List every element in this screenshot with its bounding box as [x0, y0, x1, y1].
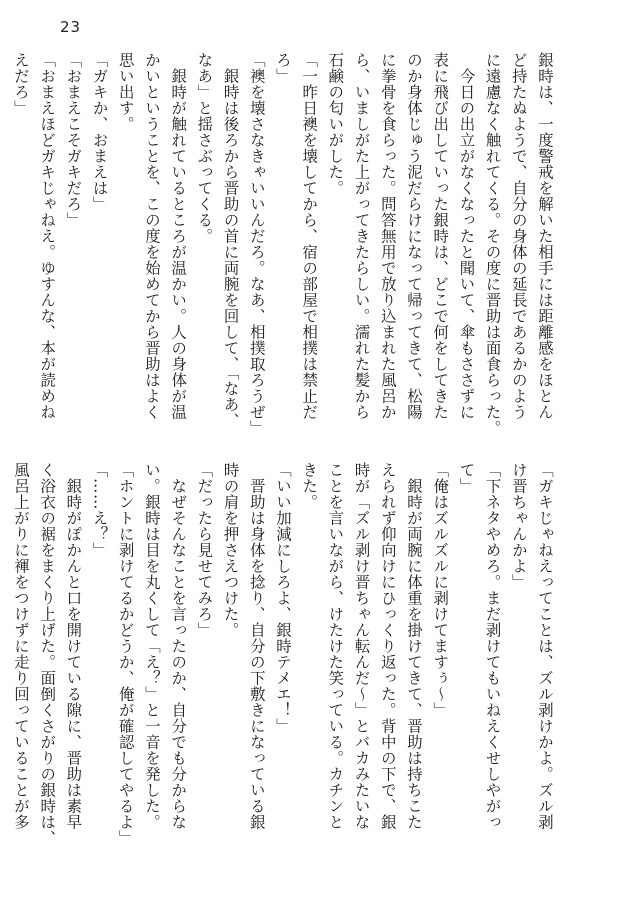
text-line: 「だったら見せてみろ」 — [195, 462, 214, 638]
bottom-vertical-text — [8, 462, 558, 872]
text-line: 「俺はズルズルに剥けてますぅ〜」 — [431, 462, 450, 718]
text-line: 「ガキか、おまえは」 — [90, 52, 109, 212]
text-line: のか身体じゅう泥だらけになって帰ってきて、松陽 — [404, 52, 423, 420]
text-line: 石鹸の匂いがした。 — [326, 52, 345, 196]
text-line: 今日の出立がなくなったと聞いて、傘もささずに — [457, 52, 476, 420]
text-line: 銀時が両腕に体重を掛けてきて、晋助は持ちこた — [404, 462, 423, 830]
text-line: きた。 — [300, 462, 319, 510]
text-line: ろ」 — [273, 52, 292, 84]
text-line: 「下ネタやめろ。まだ剥けてもいねえくせしやがっ — [483, 462, 502, 830]
text-line: ことを言いながら、けたけた笑っている。カチンと — [326, 462, 345, 830]
text-line: に拳骨を食らった。問答無用で放り込まれた風呂か — [378, 52, 397, 420]
text-line: 「おまえこそガキだろ」 — [64, 52, 83, 228]
text-line: 思い出す。 — [116, 52, 135, 132]
text-line: け晋ちゃんかよ」 — [509, 462, 528, 590]
top-text-block — [11, 52, 558, 436]
text-line: く浴衣の裾をまくり上げた。面倒くさがりの銀時は、 — [38, 462, 57, 846]
top-vertical-text — [8, 52, 558, 436]
bottom-text-block — [11, 462, 558, 872]
text-line: 「一昨日襖を壊してから、宿の部屋で相撲は禁止だ — [300, 52, 319, 420]
page-number: 23 — [60, 18, 82, 36]
text-line: い。銀時は目を丸くして「え？」と一音を発した。 — [142, 462, 161, 830]
text-line: 銀時は後ろから晋助の首に両腕を回して、「なあ、 — [221, 52, 240, 429]
text-line: 「……え？」 — [90, 462, 109, 558]
text-line: 銀時が触れているところが温かい。人の身体が温 — [169, 52, 188, 420]
text-line: 「ガキじゃねえってことは、ズル剥けかよ。ズル剥 — [536, 462, 554, 830]
text-line: えられず仰向けにひっくり返った。背中の下で、銀 — [378, 462, 397, 830]
text-line: 時の肩を押さえつけた。 — [221, 462, 240, 638]
text-line: に遠慮なく触れてくる。その度に晋助は面食らった。 — [483, 52, 502, 436]
text-line: 「いい加減にしろよ、銀時テメエ！」 — [273, 462, 292, 734]
text-line: て」 — [457, 462, 476, 494]
text-line: なあ」と揺さぶってくる。 — [195, 52, 214, 244]
text-line: 表に飛び出していった銀時は、どこで何をしてきた — [431, 52, 450, 420]
text-line: かいということを、この度を始めてから晋助はよく — [142, 52, 161, 420]
text-line: 銀時は、一度警戒を解いた相手には距離感をほとん — [536, 52, 554, 420]
text-line: 時が「ズル剥け晋ちゃん転んだ〜」とバカみたいな — [352, 462, 371, 830]
text-line: ら、いましがた上がってきたらしい。濡れた髪から — [352, 52, 371, 420]
text-line: 風呂上がりに褌をつけずに走り回っていることが多 — [11, 462, 30, 830]
text-line: なぜそんなことを言ったのか、自分でも分からな — [169, 462, 188, 830]
text-line: 晋助は身体を捻り、自分の下敷きになっている銀 — [247, 462, 266, 830]
text-line: ど持たぬようで、自分の身体の延長であるかのよう — [509, 52, 528, 420]
text-line: 「ホントに剥けてるかどうか、俺が確認してやるよ」 — [116, 462, 135, 846]
text-line: 銀時がぽかんと口を開けている隙に、晋助は素早 — [64, 462, 83, 830]
text-line: 「襖を壊さなきゃいいんだろ。なあ、相撲取ろうぜ」 — [247, 52, 266, 436]
text-line: 「おまえほどガキじゃねえ。ゆすんな、本が読めね — [38, 52, 57, 420]
text-line: えだろ」 — [11, 52, 30, 116]
